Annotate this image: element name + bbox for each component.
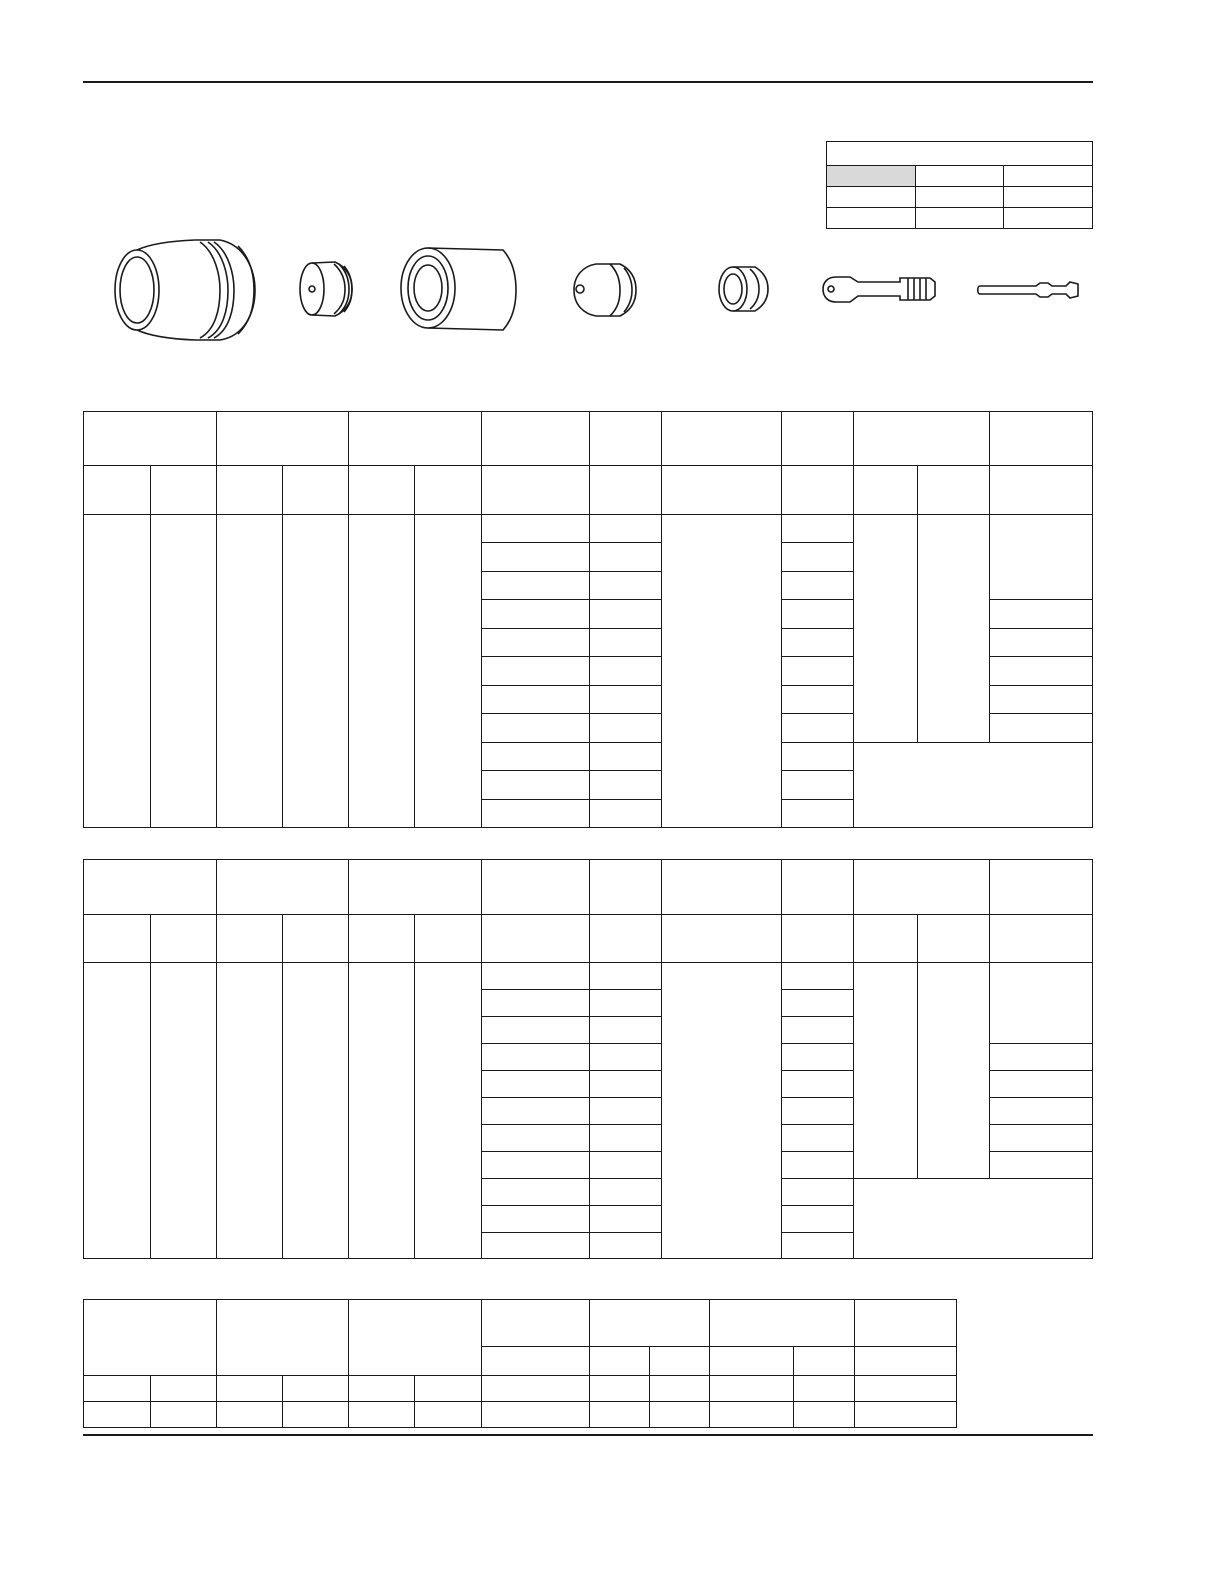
data-cell [590,629,662,657]
subheader-cell [590,915,662,963]
data-cell [782,771,854,800]
data-cell [217,1402,283,1428]
data-cell [482,963,590,990]
electrode-part-icon [823,277,935,302]
data-cell [84,963,151,1259]
data-cell [349,1402,415,1428]
data-cell [482,800,590,828]
data-cell [710,1402,794,1428]
data-cell [990,714,1093,743]
data-cell [854,1179,1093,1259]
data-cell [349,963,415,1259]
data-cell [349,515,415,828]
data-cell [590,800,662,828]
data-cell [590,1017,662,1044]
subheader-cell [84,915,151,963]
subheader-cell [662,915,782,963]
data-cell [782,800,854,828]
data-cell [482,1044,590,1071]
data-cell [782,1152,854,1179]
data-cell [990,1152,1093,1179]
data-cell [415,963,482,1259]
consumables-table-2 [83,859,1093,1259]
data-cell [782,657,854,686]
data-cell [990,963,1093,1044]
header-cell [662,412,782,466]
data-cell [151,515,217,828]
data-cell [482,629,590,657]
data-cell [782,629,854,657]
data-cell [217,963,283,1259]
header-cell [590,1300,710,1347]
data-cell [482,1376,590,1402]
data-cell [854,743,1093,828]
data-cell [590,1376,650,1402]
data-cell [782,515,854,543]
data-cell [782,990,854,1017]
data-cell [482,1017,590,1044]
data-cell [482,686,590,714]
subheader-cell [990,915,1093,963]
data-cell [782,1044,854,1071]
subheader-cell [710,1347,794,1376]
data-cell [84,1402,151,1428]
data-cell [918,515,990,743]
subheader-cell [794,1347,855,1376]
subheader-cell [349,915,415,963]
data-cell [710,1376,794,1402]
data-cell [590,1402,650,1428]
data-cell [482,600,590,629]
subheader-cell [782,915,854,963]
header-cell [84,860,217,915]
data-cell [590,572,662,600]
subheader-cell [349,466,415,515]
data-cell [782,686,854,714]
header-cell [482,1300,590,1347]
data-cell [590,963,662,990]
data-cell [590,1233,662,1259]
data-cell [415,515,482,828]
subheader-cell [283,915,349,963]
data-cell [482,714,590,743]
data-cell [782,743,854,771]
header-cell [990,860,1093,915]
data-cell [782,1017,854,1044]
data-cell [482,1233,590,1259]
data-cell [782,714,854,743]
header-cell [217,412,349,466]
data-cell [650,1402,710,1428]
data-cell [990,515,1093,600]
header-cell [349,860,482,915]
header-cell [990,412,1093,466]
data-cell [482,1206,590,1233]
data-cell [855,1376,957,1402]
header-cell [217,1300,349,1376]
data-cell [990,1125,1093,1152]
consumables-table-1 [83,411,1093,828]
data-cell [482,1125,590,1152]
data-cell [217,1376,283,1402]
header-cell [782,860,854,915]
data-cell [415,1376,482,1402]
data-cell [590,1206,662,1233]
header-cell [590,412,662,466]
data-cell [782,572,854,600]
data-cell [854,515,918,743]
data-cell [482,771,590,800]
subheader-cell [482,915,590,963]
data-cell [794,1402,855,1428]
data-cell [854,963,918,1179]
shield-cap-part-icon [300,262,352,316]
data-cell [590,714,662,743]
data-cell [349,1376,415,1402]
data-cell [590,1098,662,1125]
data-cell [590,1179,662,1206]
subheader-cell [482,1347,590,1376]
data-cell [990,1098,1093,1125]
data-cell [482,1152,590,1179]
data-cell [590,1152,662,1179]
data-cell [283,963,349,1259]
header-cell [84,412,217,466]
data-cell [662,515,782,828]
header-cell [854,860,990,915]
data-cell [482,990,590,1017]
subheader-cell [415,915,482,963]
subheader-cell [650,1347,710,1376]
data-cell [782,1071,854,1098]
data-cell [782,1206,854,1233]
data-cell [84,515,151,828]
header-cell [854,412,990,466]
data-cell [151,1376,217,1402]
data-cell [151,963,217,1259]
data-cell [662,963,782,1259]
data-cell [990,629,1093,657]
data-cell [151,1402,217,1428]
data-cell [990,657,1093,686]
data-cell [990,1044,1093,1071]
data-cell [990,1071,1093,1098]
data-cell [283,515,349,828]
subheader-cell [590,466,662,515]
data-cell [482,1071,590,1098]
subheader-cell [662,466,782,515]
data-cell [482,543,590,572]
subheader-cell [482,466,590,515]
header-cell [662,860,782,915]
subheader-cell [918,915,990,963]
subheader-cell [854,466,918,515]
shield-part-icon [115,240,255,340]
header-cell [349,1300,482,1376]
data-cell [590,600,662,629]
subheader-cell [151,466,217,515]
consumable-parts-illustration [0,0,1224,380]
data-cell [482,1179,590,1206]
data-cell [482,743,590,771]
header-cell [84,1300,217,1376]
subheader-cell [782,466,854,515]
subheader-cell [590,1347,650,1376]
data-cell [590,543,662,572]
data-cell [482,1098,590,1125]
data-cell [283,1376,349,1402]
subheader-cell [283,466,349,515]
data-cell [918,963,990,1179]
data-cell [990,600,1093,629]
subheader-cell [855,1347,957,1376]
header-cell [710,1300,855,1347]
subheader-cell [918,466,990,515]
header-cell [590,860,662,915]
settings-table [83,1299,957,1428]
swirl-ring-part-icon [719,267,768,311]
data-cell [482,1402,590,1428]
data-cell [794,1376,855,1402]
data-cell [590,515,662,543]
data-cell [217,515,283,828]
data-cell [650,1376,710,1402]
header-cell [217,860,349,915]
water-tube-part-icon [978,282,1078,298]
data-cell [482,657,590,686]
data-cell [590,686,662,714]
data-cell [482,572,590,600]
retaining-cap-part-icon [401,248,516,330]
header-cell [855,1300,957,1347]
data-cell [590,743,662,771]
data-cell [782,600,854,629]
subheader-cell [151,915,217,963]
data-cell [590,1071,662,1098]
data-cell [590,657,662,686]
subheader-cell [415,466,482,515]
header-cell [349,412,482,466]
data-cell [590,1125,662,1152]
nozzle-part-icon [574,264,636,316]
data-cell [590,1044,662,1071]
subheader-cell [990,466,1093,515]
header-cell [782,412,854,466]
subheader-cell [217,466,283,515]
data-cell [84,1376,151,1402]
header-cell [482,860,590,915]
data-cell [590,771,662,800]
data-cell [782,543,854,572]
data-cell [782,1098,854,1125]
data-cell [855,1402,957,1428]
data-cell [482,515,590,543]
subheader-cell [84,466,151,515]
subheader-cell [217,915,283,963]
data-cell [782,1125,854,1152]
data-cell [990,686,1093,714]
data-cell [782,1233,854,1259]
data-cell [782,1179,854,1206]
data-cell [782,963,854,990]
header-cell [482,412,590,466]
data-cell [590,990,662,1017]
data-cell [283,1402,349,1428]
subheader-cell [854,915,918,963]
data-cell [415,1402,482,1428]
footer-rule [83,1434,1093,1436]
